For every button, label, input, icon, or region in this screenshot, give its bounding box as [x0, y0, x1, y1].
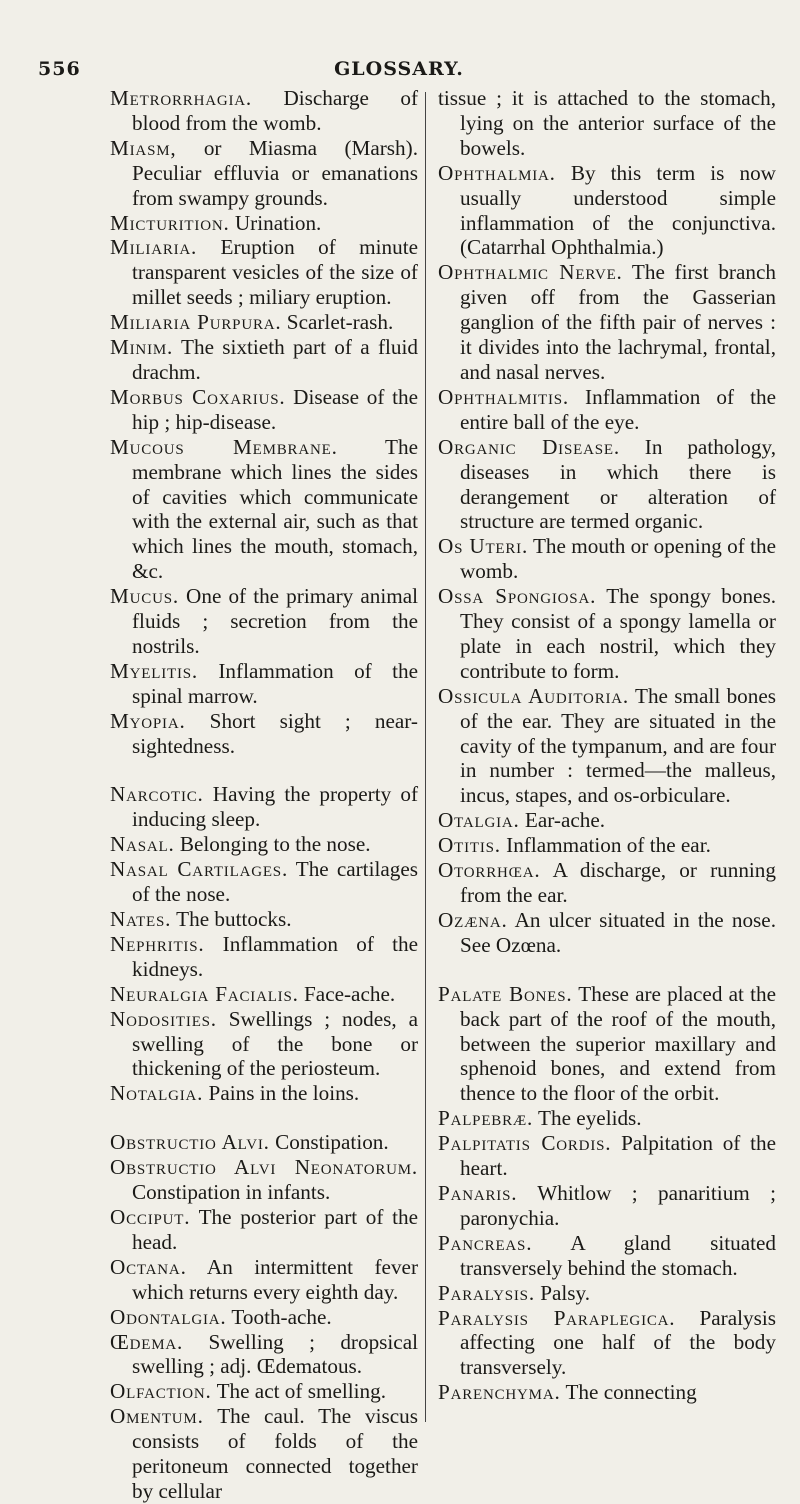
entry-headword: Paralysis Paraplegica.	[438, 1305, 676, 1330]
entry-definition: The connecting	[560, 1380, 697, 1405]
column-divider	[425, 92, 426, 1422]
glossary-entry	[438, 435, 776, 535]
glossary-entry	[110, 1330, 418, 1380]
glossary-entry	[110, 782, 418, 832]
glossary-entry	[438, 833, 776, 858]
entry-definition: These are placed at the back part of the roof of the mouth, between the superior maxillary and sphenoid bones, and extend from thence to the floor of the orbit.	[460, 981, 777, 1106]
glossary-entry	[110, 235, 418, 310]
entry-definition: By this term is now usually understood simple inflammation of the conjunctiva. (Catarrhal Ophthalmia.)	[460, 160, 776, 260]
entry-headword: Os Uteri.	[438, 534, 529, 559]
glossary-entry	[110, 435, 418, 584]
glossary-entry	[110, 1007, 418, 1082]
glossary-entry	[438, 584, 776, 684]
glossary-entry	[438, 808, 776, 833]
entry-definition: Constipation in infants.	[132, 1180, 331, 1205]
entry-headword: Otalgia.	[438, 808, 520, 833]
entry-headword: Palpitatis Cordis.	[438, 1131, 612, 1156]
entry-headword: Ossicula Auditoria.	[438, 683, 630, 708]
entry-headword: Myelitis.	[110, 658, 198, 683]
entry-headword: Omentum.	[110, 1404, 204, 1429]
running-title: GLOSSARY.	[334, 58, 464, 80]
glossary-entry	[438, 161, 776, 261]
entry-headword: Myopia.	[110, 708, 186, 733]
entry-definition: The caul. The viscus consists of folds of the peritoneum connected together by cellular	[132, 1404, 418, 1503]
entry-definition: or Miasma (Marsh). Peculiar effluvia or emanations from swampy grounds.	[132, 135, 418, 210]
glossary-entry	[110, 310, 418, 335]
entry-definition: The mouth or opening of the womb.	[460, 534, 777, 584]
entry-headword: Palpebræ.	[438, 1106, 534, 1131]
page-number: 556	[38, 58, 81, 80]
glossary-entry	[438, 982, 776, 1107]
entry-definition: Paralysis affecting one half of the body transversely.	[460, 1305, 776, 1380]
entry-headword: Neuralgia Facialis.	[110, 981, 299, 1006]
entry-headword: Pancreas.	[438, 1230, 533, 1255]
entry-headword: Nates.	[110, 907, 172, 931]
glossary-entry	[438, 1131, 776, 1181]
glossary-entry	[110, 385, 418, 435]
glossary-entry	[438, 1231, 776, 1281]
entry-definition: Palsy.	[534, 1280, 591, 1305]
entry-definition: Ear-ache.	[519, 808, 606, 833]
glossary-entry	[438, 1106, 776, 1131]
entry-definition: An ulcer situated in the nose. See Ozœna.	[460, 907, 776, 957]
right-column	[438, 86, 776, 1405]
glossary-entry	[110, 857, 418, 907]
entry-headword: Obstructio Alvi Neonatorum.	[110, 1155, 418, 1180]
glossary-entry	[110, 584, 418, 659]
entry-definition: Short sight ; near-sightedness.	[132, 708, 418, 758]
entry-definition: The buttocks.	[171, 907, 292, 931]
entry-definition: The posterior part of the head.	[132, 1204, 418, 1254]
entry-headword: Miliaria Purpura.	[110, 310, 282, 335]
glossary-entry	[110, 335, 418, 385]
entry-definition: Inflammation of the ear.	[500, 833, 711, 858]
entry-headword: Narcotic.	[110, 782, 204, 807]
entry-headword: Organic Disease.	[438, 434, 620, 459]
glossary-entry	[110, 982, 418, 1007]
entry-headword: Notalgia.	[110, 1081, 204, 1106]
left-column	[110, 86, 418, 1504]
glossary-entry	[110, 1305, 418, 1330]
entry-definition: Disease of the hip ; hip-disease.	[132, 384, 418, 434]
glossary-entry	[110, 1081, 418, 1106]
entry-definition: Pains in the loins.	[203, 1081, 360, 1106]
entry-definition: Whitlow ; panaritium ; paronychia.	[460, 1180, 776, 1230]
entry-headword: Olfaction.	[110, 1379, 212, 1404]
entry-definition: The first branch given off from the Gasserian ganglion of the fifth pair of nerves : it divides into the lachrymal, frontal, and nasal nerves.	[460, 260, 776, 384]
glossary-entry	[110, 932, 418, 982]
entry-definition: Having the property of inducing sleep.	[132, 782, 418, 832]
glossary-entry	[438, 534, 776, 584]
entry-definition: Scarlet-rash.	[281, 310, 394, 335]
entry-definition: The spongy bones. They consist of a spongy lamella or plate in each nostril, which they contribute to form.	[460, 584, 776, 683]
entry-definition: Inflammation of the spinal marrow.	[132, 658, 418, 708]
glossary-entry	[110, 907, 418, 932]
glossary-entry	[438, 908, 776, 958]
entry-headword: Miliaria.	[110, 235, 198, 260]
entry-headword: Mucous Membrane.	[110, 434, 338, 459]
entry-definition: Belonging to the nose.	[174, 832, 371, 857]
entry-headword: Miasm,	[110, 135, 177, 160]
glossary-entry	[110, 659, 418, 709]
glossary-entry	[438, 385, 776, 435]
glossary-entry	[110, 709, 418, 759]
glossary-entry	[110, 1404, 418, 1504]
entry-headword: Nasal.	[110, 832, 175, 857]
entry-headword: Odontalgia.	[110, 1304, 227, 1329]
entry-headword: Minim.	[110, 335, 174, 360]
entry-definition: Discharge of blood from the womb.	[132, 86, 418, 135]
entry-definition: The act of smelling.	[211, 1379, 387, 1404]
glossary-entry	[438, 858, 776, 908]
entry-headword: Occiput.	[110, 1204, 191, 1229]
entry-headword: Panaris.	[438, 1180, 518, 1205]
glossary-entry	[110, 1379, 418, 1404]
entry-headword: Ozæna.	[438, 907, 508, 932]
entry-definition: Constipation.	[269, 1130, 389, 1155]
glossary-entry	[110, 1130, 418, 1155]
entry-definition: A discharge, or running from the ear.	[460, 858, 776, 907]
glossary-entry	[110, 211, 418, 236]
entry-headword: Morbus Coxarius.	[110, 384, 286, 409]
entry-headword: Paralysis.	[438, 1280, 535, 1305]
entry-headword: Otorrhœa.	[438, 858, 541, 883]
entry-definition: The eyelids.	[533, 1106, 642, 1131]
entry-definition: A gland situated transversely behind the stomach.	[460, 1230, 776, 1280]
entry-headword: Micturition.	[110, 210, 230, 235]
entry-definition: tissue ; it is attached to the stomach, lying on the anterior surface of the bowels.	[438, 86, 776, 160]
glossary-entry	[110, 1155, 418, 1205]
entry-definition: The membrane which lines the sides of cavities which communicate with the external air, such as that which lines the mouth, stomach, &c.	[132, 434, 418, 584]
entry-headword: Parenchyma.	[438, 1380, 561, 1405]
entry-headword: Otitis.	[438, 833, 501, 858]
entry-definition: Tooth-ache.	[226, 1304, 332, 1329]
page-header	[38, 58, 760, 88]
glossary-entry	[110, 832, 418, 857]
glossary-entry	[438, 1306, 776, 1381]
entry-definition: Face-ache.	[298, 981, 396, 1006]
entry-headword: Metrorrhagia.	[110, 86, 253, 110]
entry-definition: The small bones of the ear. They are situated in the cavity of the tympanum, and are four in number : termed—the malleus, incus, stapes, and os-orbiculare.	[460, 683, 776, 808]
entry-headword: Ophthalmitis.	[438, 384, 569, 409]
glossary-entry	[438, 1281, 776, 1306]
entry-headword: Ossa Spongiosa.	[438, 584, 597, 609]
entry-definition: In pathology, diseases in which there is derangement or alteration of structure are termed organic.	[460, 434, 776, 534]
glossary-entry	[438, 260, 776, 385]
entry-definition: Inflammation of the kidneys.	[132, 931, 418, 981]
glossary-entry	[110, 86, 418, 136]
entry-definition: Urination.	[229, 210, 322, 235]
entry-definition: The sixtieth part of a fluid drachm.	[132, 335, 418, 384]
glossary-entry	[438, 1380, 776, 1405]
glossary-entry	[110, 136, 418, 211]
entry-definition: An intermittent fever which returns every eighth day.	[132, 1254, 418, 1304]
glossary-entry	[438, 1181, 776, 1231]
entry-definition: Eruption of minute transparent vesicles of the size of millet seeds ; miliary eruption.	[132, 235, 418, 310]
glossary-entry	[438, 684, 776, 809]
entry-headword: Nephritis.	[110, 931, 205, 956]
entry-headword: Œdema.	[110, 1329, 184, 1354]
entry-definition: The cartilages of the nose.	[132, 857, 418, 907]
entry-definition: Palpitation of the heart.	[460, 1131, 776, 1181]
entry-headword: Nasal Cartilages.	[110, 857, 289, 882]
entry-headword: Obstructio Alvi.	[110, 1130, 270, 1155]
entry-headword: Mucus.	[110, 584, 179, 609]
glossary-entry	[110, 1205, 418, 1255]
entry-definition: Inflammation of the entire ball of the eye.	[460, 384, 776, 434]
glossary-entry	[438, 86, 776, 161]
entry-headword: Ophthalmia.	[438, 160, 556, 185]
entry-headword: Palate Bones.	[438, 981, 573, 1006]
entry-definition: One of the primary animal fluids ; secretion from the nostrils.	[132, 584, 418, 658]
entry-definition: Swelling ; dropsical swelling ; adj. Œdematous.	[132, 1329, 418, 1379]
entry-headword: Octana.	[110, 1254, 187, 1279]
entry-headword: Nodosities.	[110, 1006, 217, 1031]
entry-definition: Swellings ; nodes, a swelling of the bone or thickening of the periosteum.	[132, 1006, 418, 1081]
entry-headword: Ophthalmic Nerve.	[438, 260, 623, 285]
glossary-entry	[110, 1255, 418, 1305]
